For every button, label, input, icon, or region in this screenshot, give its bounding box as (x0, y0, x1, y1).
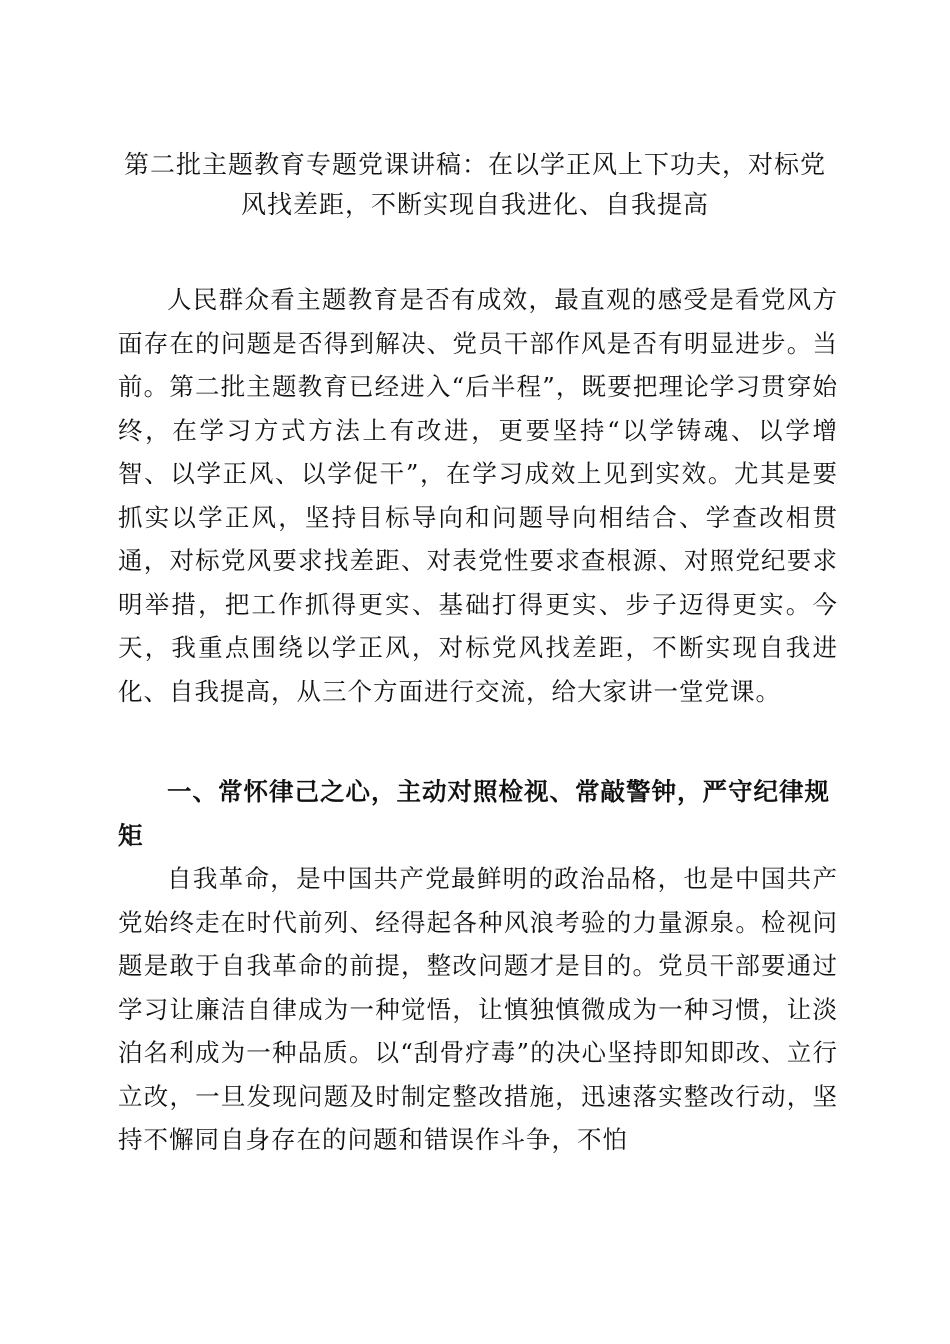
body-paragraph: 自我革命，是中国共产党最鲜明的政治品格，也是中国共产党始终走在时代前列、经得起各种风浪考验的力量源泉。检视问题是敢于自我革命的前提，整改问题才是目的。党员干部要通过学习让廉洁自律成为一种觉悟，让慎独慎微成为一种习惯，让淡泊名利成为一种品质。以“刮骨疗毒”的决心坚持即知即改、立行立改，一旦发现问题及时制定整改措施，迅速落实整改行动，坚持不懈同自身存在的问题和错误作斗争，不怕 (118, 864, 838, 1154)
document-title: 第二批主题教育专题党课讲稿：在以学正风上下功夫，对标党风找差距，不断实现自我进化、自我提高 (123, 150, 826, 219)
section-heading: 一、常怀律己之心，主动对照检视、常敲警钟，严守纪律规矩 (118, 777, 830, 850)
intro-paragraph: 人民群众看主题教育是否有成效，最直观的感受是看党风方面存在的问题是否得到解决、党员干部作风是否有明显进步。当前。第二批主题教育已经进入“后半程”，既要把理论学习贯穿始终，在学习方式方法上有改进，更要坚持“以学铸魂、以学增智、以学正风、以学促干”，在学习成效上见到实效。尤其是要抓实以学正风，坚持目标导向和问题导向相结合、学查改相贯通，对标党风要求找差距、对表党性要求查根源、对照党纪要求明举措，把工作抓得更实、基础打得更实、步子迈得更实。今天，我重点围绕以学正风，对标党风找差距，不断实现自我进化、自我提高，从三个方面进行交流，给大家讲一堂党课。 (118, 285, 838, 706)
